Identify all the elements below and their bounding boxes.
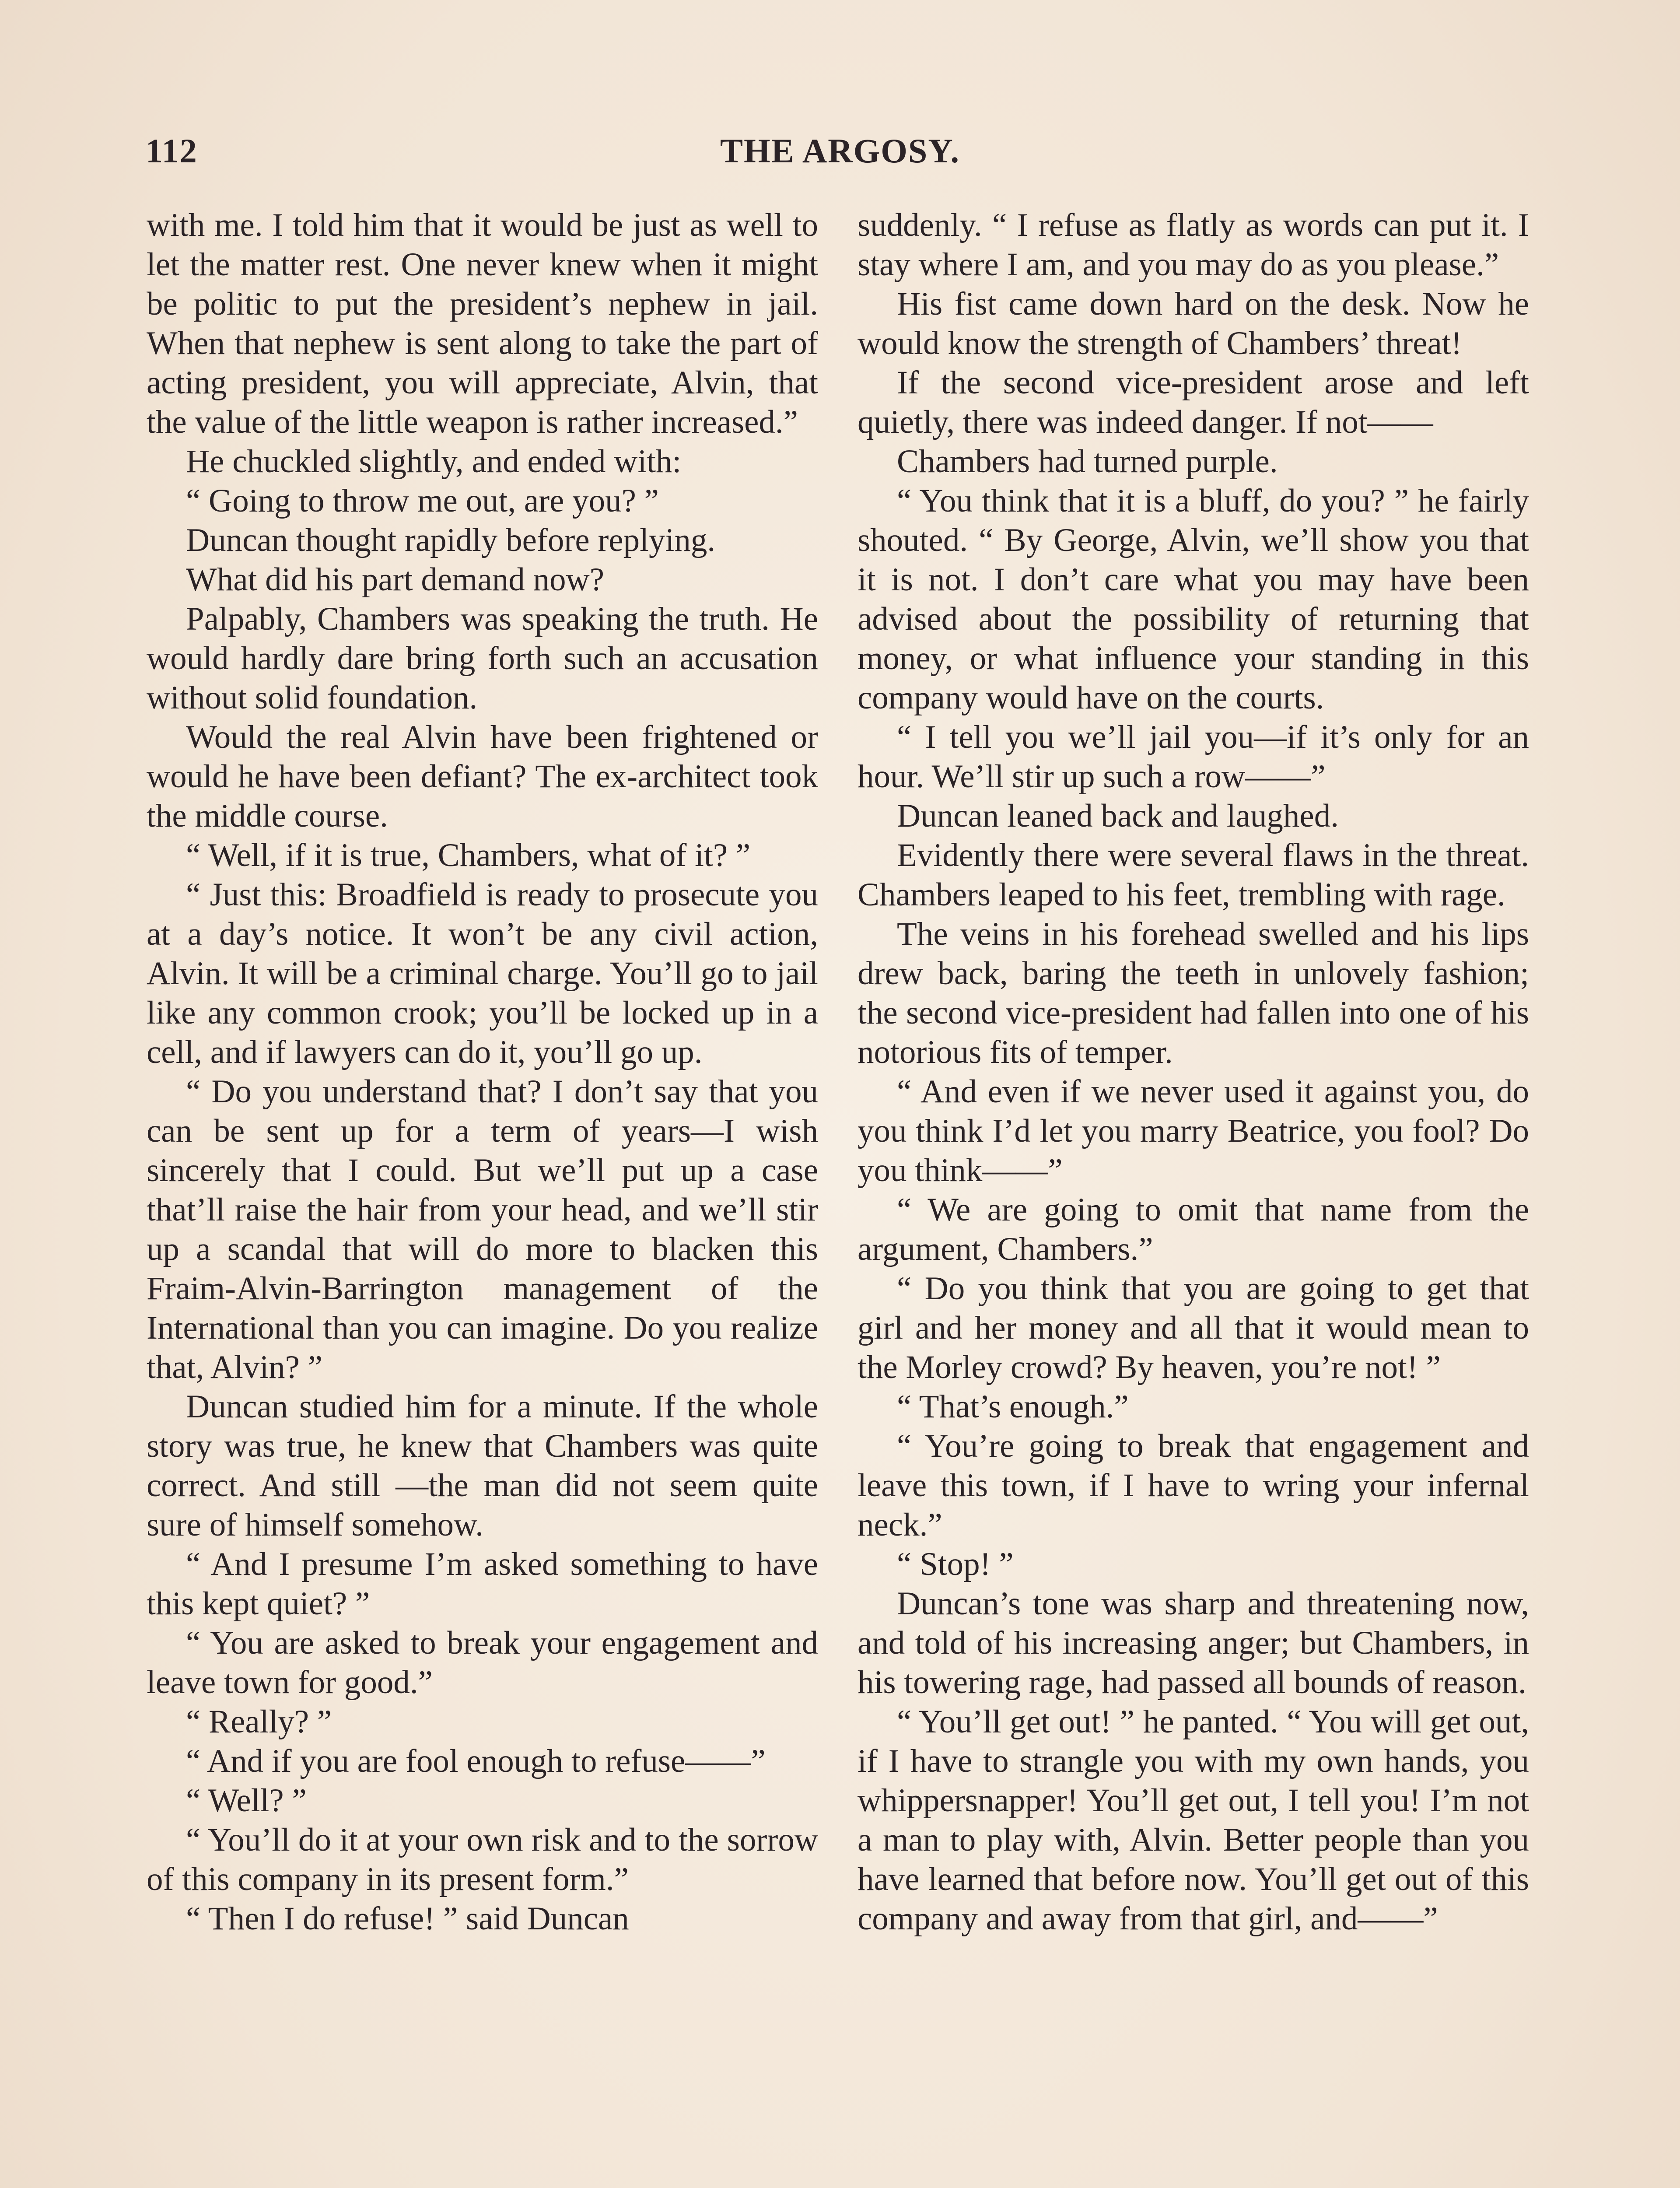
paragraph: “ Really? ”	[186, 1704, 332, 1740]
paragraph: “ You think that it is a bluff, do you? ” he fairly shouted. “ By George, Alvin, we’ll show you that it is not. I don’t care what you may have been advised about the possibility of returning that money, or what influence your standing in this company would have on the courts.	[858, 483, 1529, 716]
paragraph: “ Do you think that you are going to get that girl and her money and all that it would mean to the Morley crowd? By heaven, you’re not! ”	[858, 1270, 1529, 1385]
paragraph: Duncan leaned back and laughed.	[897, 798, 1339, 834]
paragraph: “ Just this: Broadfield is ready to prosecute you at a day’s notice. It won’t be any civil action, Alvin. It will be a criminal charge. You’ll go to jail like any common crook; you’ll be locked up in a cell, and if lawyers can do it, you’ll go up.	[147, 877, 818, 1070]
page-number: 112	[146, 132, 198, 170]
paragraph: “ You are asked to break your engagement and leave town for good.”	[147, 1625, 818, 1701]
paragraph: “ And even if we never used it against you, do you think I’d let you marry Beatrice, you fool? Do you think——”	[858, 1073, 1529, 1189]
running-title: THE ARGOSY.	[720, 132, 960, 170]
paragraph: Would the real Alvin have been frightened or would he have been defiant? The ex-architect took the middle course.	[147, 719, 818, 834]
paragraph: “ You’ll get out! ” he panted. “ You will get out, if I have to strangle you with my own hands, you whippersnapper! You’ll get out, I tell you! I’m not a man to play with, Alvin. Better people than you have learned that before now. You’ll get out of this company and away from that girl, and——”	[858, 1704, 1529, 1937]
paragraph: “ We are going to omit that name from the argument, Chambers.”	[858, 1192, 1529, 1267]
paragraph: What did his part demand now?	[186, 561, 604, 598]
paragraph: “ Do you understand that? I don’t say that you can be sent up for a term of years—I wish sincerely that I could. But we’ll put up a case that’ll raise the hair from your head, and we’ll stir up a scandal that will do more to blacken this Fraim-Alvin-Barrington management of the International than you can imagine. Do you realize that, Alvin? ”	[147, 1073, 818, 1385]
left-column	[147, 206, 818, 1939]
paragraph: with me. I told him that it would be just as well to let the matter rest. One never knew when it might be politic to put the president’s nephew in jail. When that nephew is sent along to take the part of acting president, you will appreciate, Alvin, that the value of the little weapon is rather increased.”	[147, 207, 818, 440]
right-column	[858, 206, 1529, 1939]
paragraph: “ Stop! ”	[897, 1546, 1014, 1582]
paragraph: Chambers had turned purple.	[897, 443, 1278, 480]
paragraph: His fist came down hard on the desk. Now he would know the strength of Chambers’ threat!	[858, 286, 1529, 361]
paragraph: Duncan’s tone was sharp and threatening now, and told of his increasing anger; but Chambers, in his towering rage, had passed all bounds of reason.	[858, 1585, 1529, 1701]
paragraph: The veins in his forehead swelled and his lips drew back, baring the teeth in unlovely fashion; the second vice-president had fallen into one of his notorious fits of temper.	[858, 916, 1529, 1070]
paragraph: “ And I presume I’m asked something to have this kept quiet? ”	[147, 1546, 818, 1622]
paragraph: “ Then I do refuse! ” said Duncan	[186, 1900, 629, 1937]
paragraph: Evidently there were several flaws in the threat. Chambers leaped to his feet, trembling with rage.	[858, 837, 1529, 913]
paragraph: “ Going to throw me out, are you? ”	[186, 483, 659, 519]
paragraph: “ You’ll do it at your own risk and to the sorrow of this company in its present form.”	[147, 1822, 818, 1897]
paragraph: “ That’s enough.”	[897, 1389, 1129, 1425]
paragraph: “ Well? ”	[186, 1782, 307, 1819]
paragraph: He chuckled slightly, and ended with:	[186, 443, 682, 480]
paragraph: suddenly. “ I refuse as flatly as words can put it. I stay where I am, and you may do as you please.”	[858, 207, 1529, 283]
paragraph: “ Well, if it is true, Chambers, what of it? ”	[186, 837, 751, 873]
paragraph: Palpably, Chambers was speaking the truth. He would hardly dare bring forth such an accusation without solid foundation.	[147, 601, 818, 716]
paragraph: “ You’re going to break that engagement and leave this town, if I have to wring your infernal neck.”	[858, 1428, 1529, 1543]
paragraph: Duncan studied him for a minute. If the whole story was true, he knew that Chambers was quite correct. And still —the man did not seem quite sure of himself somehow.	[147, 1389, 818, 1543]
paragraph: Duncan thought rapidly before replying.	[186, 522, 716, 558]
paragraph: “ And if you are fool enough to refuse——”	[186, 1743, 766, 1779]
paragraph: “ I tell you we’ll jail you—if it’s only for an hour. We’ll stir up such a row——”	[858, 719, 1529, 795]
paragraph: If the second vice-president arose and left quietly, there was indeed danger. If not——	[858, 365, 1529, 440]
